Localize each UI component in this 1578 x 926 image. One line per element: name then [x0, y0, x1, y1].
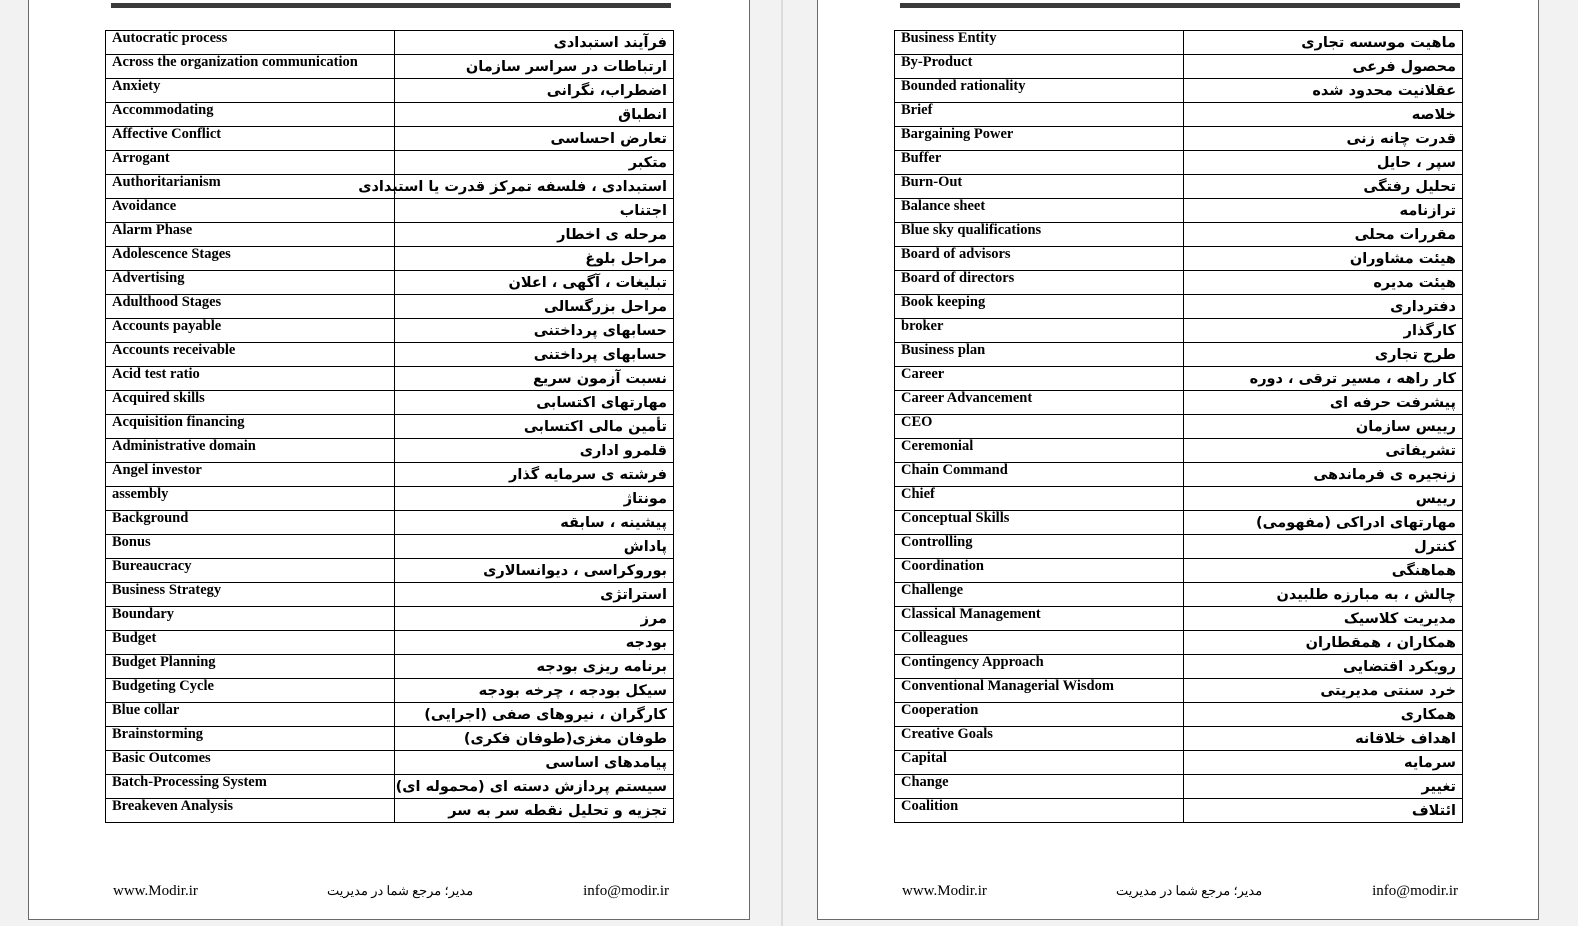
term-persian: چالش ، به مبارزه طلبیدن	[1184, 583, 1463, 607]
term-persian: هماهنگی	[1184, 559, 1463, 583]
term-english: Acquired skills	[106, 391, 395, 415]
table-row	[106, 223, 674, 247]
term-english: Bargaining Power	[895, 127, 1184, 151]
term-english: Adolescence Stages	[106, 247, 395, 271]
glossary-table	[105, 30, 674, 823]
term-persian: بوروکراسی ، دیوانسالاری	[395, 559, 674, 583]
table-row	[895, 487, 1463, 511]
page-footer	[902, 883, 1458, 905]
term-persian: مونتاژ	[395, 487, 674, 511]
term-persian: سیکل بودجه ، چرخه بودجه	[395, 679, 674, 703]
table-row	[106, 103, 674, 127]
table-row	[106, 199, 674, 223]
table-row	[895, 175, 1463, 199]
term-english: Background	[106, 511, 395, 535]
table-row	[106, 367, 674, 391]
table-row	[106, 151, 674, 175]
term-english: Conceptual Skills	[895, 511, 1184, 535]
term-english: Acid test ratio	[106, 367, 395, 391]
glossary-table-body	[106, 31, 674, 823]
table-row	[106, 127, 674, 151]
table-row	[895, 223, 1463, 247]
table-row	[106, 487, 674, 511]
term-persian: تغییر	[1184, 775, 1463, 799]
term-english: Arrogant	[106, 151, 395, 175]
table-row	[895, 511, 1463, 535]
term-persian: مهارتهای اکتسابی	[395, 391, 674, 415]
table-row	[895, 103, 1463, 127]
term-persian: خرد سنتی مدیریتی	[1184, 679, 1463, 703]
table-row	[106, 727, 674, 751]
term-persian: مراحل بزرگسالی	[395, 295, 674, 319]
term-persian: متکبر	[395, 151, 674, 175]
term-english: Chain Command	[895, 463, 1184, 487]
term-english: Acquisition financing	[106, 415, 395, 439]
term-english: Adulthood Stages	[106, 295, 395, 319]
table-row	[106, 31, 674, 55]
table-row	[895, 151, 1463, 175]
term-english: Challenge	[895, 583, 1184, 607]
table-row	[106, 415, 674, 439]
term-persian: کارگران ، نیروهای صفی (اجرایی)	[395, 703, 674, 727]
table-row	[895, 319, 1463, 343]
term-persian: تشریفاتی	[1184, 439, 1463, 463]
term-english: Bonus	[106, 535, 395, 559]
term-english: Basic Outcomes	[106, 751, 395, 775]
term-persian: قدرت چانه زنی	[1184, 127, 1463, 151]
table-row	[895, 535, 1463, 559]
table-row	[106, 55, 674, 79]
term-persian: همکاری	[1184, 703, 1463, 727]
term-persian: رییس	[1184, 487, 1463, 511]
term-persian: کنترل	[1184, 535, 1463, 559]
table-row	[895, 607, 1463, 631]
table-row	[895, 775, 1463, 799]
table-row	[106, 271, 674, 295]
term-english: Blue sky qualifications	[895, 223, 1184, 247]
term-persian: نسبت آزمون سریع	[395, 367, 674, 391]
term-persian: پیشرفت حرفه ای	[1184, 391, 1463, 415]
table-row	[106, 679, 674, 703]
term-persian: هیئت مشاوران	[1184, 247, 1463, 271]
term-persian: مراحل بلوغ	[395, 247, 674, 271]
term-english: Authoritarianism	[106, 175, 395, 199]
table-row	[106, 535, 674, 559]
term-english: Career Advancement	[895, 391, 1184, 415]
term-english: Across the organization communication	[106, 55, 395, 79]
term-english: Avoidance	[106, 199, 395, 223]
table-row	[106, 247, 674, 271]
table-row	[106, 319, 674, 343]
term-english: Business Entity	[895, 31, 1184, 55]
term-english: Anxiety	[106, 79, 395, 103]
footer-email[interactable]: info@modir.ir	[1372, 883, 1458, 899]
term-persian: مرحله ی اخطار	[395, 223, 674, 247]
term-english: Administrative domain	[106, 439, 395, 463]
table-row	[895, 463, 1463, 487]
term-english: Book keeping	[895, 295, 1184, 319]
term-persian: انطباق	[395, 103, 674, 127]
term-persian: حسابهای پرداختنی	[395, 319, 674, 343]
term-english: Ceremonial	[895, 439, 1184, 463]
term-english: Chief	[895, 487, 1184, 511]
term-english: Career	[895, 367, 1184, 391]
term-english: Change	[895, 775, 1184, 799]
term-persian: زنجیره ی فرماندهی	[1184, 463, 1463, 487]
term-persian: برنامه ریزی بودجه	[395, 655, 674, 679]
table-row	[895, 727, 1463, 751]
header-rule	[900, 3, 1460, 8]
table-row	[106, 439, 674, 463]
term-english: Classical Management	[895, 607, 1184, 631]
term-english: Colleagues	[895, 631, 1184, 655]
term-persian: اهداف خلاقانه	[1184, 727, 1463, 751]
table-row	[895, 247, 1463, 271]
term-english: Balance sheet	[895, 199, 1184, 223]
term-english: Cooperation	[895, 703, 1184, 727]
term-english: Conventional Managerial Wisdom	[895, 679, 1184, 703]
footer-tagline: مدیر؛ مرجع شما در مدیریت	[327, 883, 474, 898]
table-row	[895, 751, 1463, 775]
page-footer	[113, 883, 669, 905]
table-row	[106, 295, 674, 319]
term-persian: بودجه	[395, 631, 674, 655]
term-english: Controlling	[895, 535, 1184, 559]
table-row	[895, 439, 1463, 463]
table-row	[895, 31, 1463, 55]
term-persian: مرز	[395, 607, 674, 631]
term-persian: کارگذار	[1184, 319, 1463, 343]
term-persian: قلمرو اداری	[395, 439, 674, 463]
term-english: Advertising	[106, 271, 395, 295]
term-persian: همکاران ، همقطاران	[1184, 631, 1463, 655]
term-persian: سپر ، حایل	[1184, 151, 1463, 175]
term-persian: فرآیند استبدادی	[395, 31, 674, 55]
term-persian: پاداش	[395, 535, 674, 559]
table-row	[895, 391, 1463, 415]
term-english: Alarm Phase	[106, 223, 395, 247]
term-persian: طوفان مغزی(طوفان فکری)	[395, 727, 674, 751]
table-row	[106, 607, 674, 631]
term-persian: محصول فرعی	[1184, 55, 1463, 79]
term-persian: تعارض احساسی	[395, 127, 674, 151]
term-english: Autocratic process	[106, 31, 395, 55]
glossary-table	[894, 30, 1463, 823]
term-english: Bounded rationality	[895, 79, 1184, 103]
term-persian: مدیریت کلاسیک	[1184, 607, 1463, 631]
term-english: Brief	[895, 103, 1184, 127]
term-persian: دفترداری	[1184, 295, 1463, 319]
term-persian: فرشته ی سرمایه گذار	[395, 463, 674, 487]
term-english: Business Strategy	[106, 583, 395, 607]
term-persian: ماهیت موسسه تجاری	[1184, 31, 1463, 55]
table-row	[895, 199, 1463, 223]
table-row	[106, 175, 674, 199]
term-persian: عقلانیت محدود شده	[1184, 79, 1463, 103]
table-row	[895, 703, 1463, 727]
term-persian: هیئت مدیره	[1184, 271, 1463, 295]
table-row	[106, 559, 674, 583]
term-english: Boundary	[106, 607, 395, 631]
table-row	[895, 367, 1463, 391]
table-row	[895, 79, 1463, 103]
term-english: Affective Conflict	[106, 127, 395, 151]
table-row	[895, 127, 1463, 151]
term-persian: اضطراب، نگرانی	[395, 79, 674, 103]
term-english: Creative Goals	[895, 727, 1184, 751]
term-english: Budget Planning	[106, 655, 395, 679]
term-persian: حسابهای پرداختنی	[395, 343, 674, 367]
term-persian: رویکرد اقتضایی	[1184, 655, 1463, 679]
table-row	[895, 415, 1463, 439]
term-persian: کار راهه ، مسیر ترقی ، دوره	[1184, 367, 1463, 391]
table-row	[106, 511, 674, 535]
term-english: Bureaucracy	[106, 559, 395, 583]
term-persian: ارتباطات در سراسر سازمان	[395, 55, 674, 79]
term-persian: تبلیغات ، آگهی ، اعلان	[395, 271, 674, 295]
table-row	[895, 583, 1463, 607]
term-persian: پیامدهای اساسی	[395, 751, 674, 775]
term-english: Contingency Approach	[895, 655, 1184, 679]
term-persian: ترازنامه	[1184, 199, 1463, 223]
document-page-right	[817, 0, 1539, 920]
table-row	[106, 751, 674, 775]
table-row	[895, 559, 1463, 583]
table-row	[106, 463, 674, 487]
table-row	[106, 631, 674, 655]
table-row	[106, 583, 674, 607]
term-persian: خلاصه	[1184, 103, 1463, 127]
glossary-table-body	[895, 31, 1463, 823]
term-persian: استبدادی ، فلسفه تمرکز قدرت یا استبدادی	[395, 175, 674, 199]
term-persian: تجزیه و تحلیل نقطه سر به سر	[395, 799, 674, 823]
footer-url[interactable]: www.Modir.ir	[113, 883, 198, 899]
term-english: Accounts receivable	[106, 343, 395, 367]
term-english: Brainstorming	[106, 727, 395, 751]
term-persian: سیستم پردازش دسته ای (محموله ای)	[395, 775, 674, 799]
term-persian: سرمایه	[1184, 751, 1463, 775]
table-row	[895, 55, 1463, 79]
table-row	[895, 655, 1463, 679]
table-row	[106, 343, 674, 367]
table-row	[106, 799, 674, 823]
table-row	[106, 391, 674, 415]
table-row	[895, 343, 1463, 367]
table-row	[895, 631, 1463, 655]
term-english: Capital	[895, 751, 1184, 775]
term-english: Budget	[106, 631, 395, 655]
table-row	[895, 271, 1463, 295]
term-english: Board of advisors	[895, 247, 1184, 271]
term-english: Breakeven Analysis	[106, 799, 395, 823]
table-row	[895, 799, 1463, 823]
term-persian: پیشینه ، سابقه	[395, 511, 674, 535]
table-row	[106, 703, 674, 727]
term-english: Board of directors	[895, 271, 1184, 295]
term-english: Burn-Out	[895, 175, 1184, 199]
table-row	[106, 79, 674, 103]
page-gutter	[781, 0, 783, 926]
term-english: Angel investor	[106, 463, 395, 487]
term-english: Buffer	[895, 151, 1184, 175]
term-persian: رییس سازمان	[1184, 415, 1463, 439]
table-row	[895, 295, 1463, 319]
term-english: Batch-Processing System	[106, 775, 395, 799]
term-english: assembly	[106, 487, 395, 511]
term-english: By-Product	[895, 55, 1184, 79]
term-persian: اجتناب	[395, 199, 674, 223]
term-english: Accommodating	[106, 103, 395, 127]
footer-tagline: مدیر؛ مرجع شما در مدیریت	[1116, 883, 1263, 898]
header-rule	[111, 3, 671, 8]
term-english: broker	[895, 319, 1184, 343]
term-english: Coordination	[895, 559, 1184, 583]
document-page-left	[28, 0, 750, 920]
term-persian: تأمین مالی اکتسابی	[395, 415, 674, 439]
term-english: CEO	[895, 415, 1184, 439]
table-row	[106, 775, 674, 799]
term-english: Coalition	[895, 799, 1184, 823]
term-english: Blue collar	[106, 703, 395, 727]
table-row	[895, 679, 1463, 703]
footer-url[interactable]: www.Modir.ir	[902, 883, 987, 899]
term-persian: تحلیل رفتگی	[1184, 175, 1463, 199]
term-english: Business plan	[895, 343, 1184, 367]
term-persian: مهارتهای ادراکی (مفهومی)	[1184, 511, 1463, 535]
table-row	[106, 655, 674, 679]
term-persian: طرح تجاری	[1184, 343, 1463, 367]
term-persian: استراتژی	[395, 583, 674, 607]
term-persian: مقررات محلی	[1184, 223, 1463, 247]
term-english: Budgeting Cycle	[106, 679, 395, 703]
term-persian: ائتلاف	[1184, 799, 1463, 823]
footer-email[interactable]: info@modir.ir	[583, 883, 669, 899]
term-english: Accounts payable	[106, 319, 395, 343]
